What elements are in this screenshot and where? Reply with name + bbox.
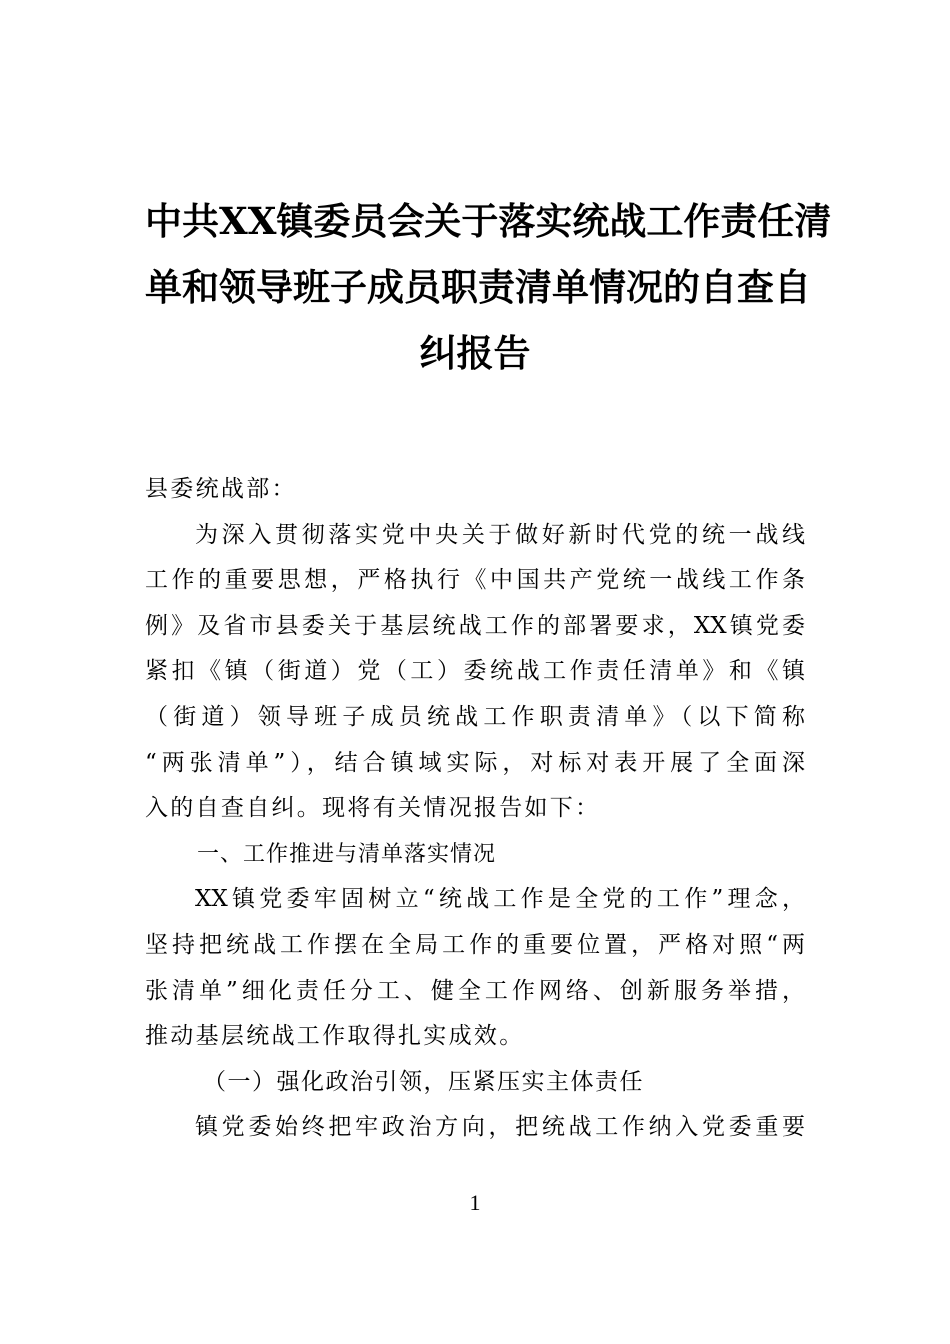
section-heading: 一、工作推进与清单落实情况 [197,841,497,867]
section-line: 张清单”细化责任分工、健全工作网络、创新服务举措， [145,977,805,1004]
title-line: 单和领导班子成员职责清单情况的自查自 [145,265,811,309]
intro-line: 为深入贯彻落实党中央关于做好新时代党的统一战线 [195,521,805,548]
title-line: 中共XX镇委员会关于落实统战工作责任清 [145,199,832,243]
intro-line: 入的自查自纠。现将有关情况报告如下： [145,795,601,822]
page-number: 1 [469,1190,481,1215]
document-title [145,188,832,386]
section-line: 坚持把统战工作摆在全局工作的重要位置，严格对照“两 [145,931,805,958]
intro-line: （街道）领导班子成员统战工作职责清单》（以下简称 [145,703,805,730]
intro-line: 紧扣《镇（街道）党（工）委统战工作责任清单》和《镇 [145,658,805,685]
section-line: 推动基层统战工作取得扎实成效。 [145,1023,525,1050]
intro-line: 例》及省市县委关于基层统战工作的部署要求，XX镇党委 [145,612,805,639]
title-line: 纠报告 [419,331,531,375]
intro-line: “两张清单”），结合镇域实际，对标对表开展了全面深 [145,749,805,776]
salutation: 县委统战部： [145,476,297,502]
subsection-line: 镇党委始终把牢政治方向，把统战工作纳入党委重要 [195,1114,805,1141]
intro-line: 工作的重要思想，严格执行《中国共产党统一战线工作条 [145,567,805,594]
section-line: XX镇党委牢固树立“统战工作是全党的工作”理念， [195,886,805,913]
subsection-heading: （一）强化政治引领，压紧压实主体责任 [203,1068,644,1095]
document-body [145,467,805,1151]
